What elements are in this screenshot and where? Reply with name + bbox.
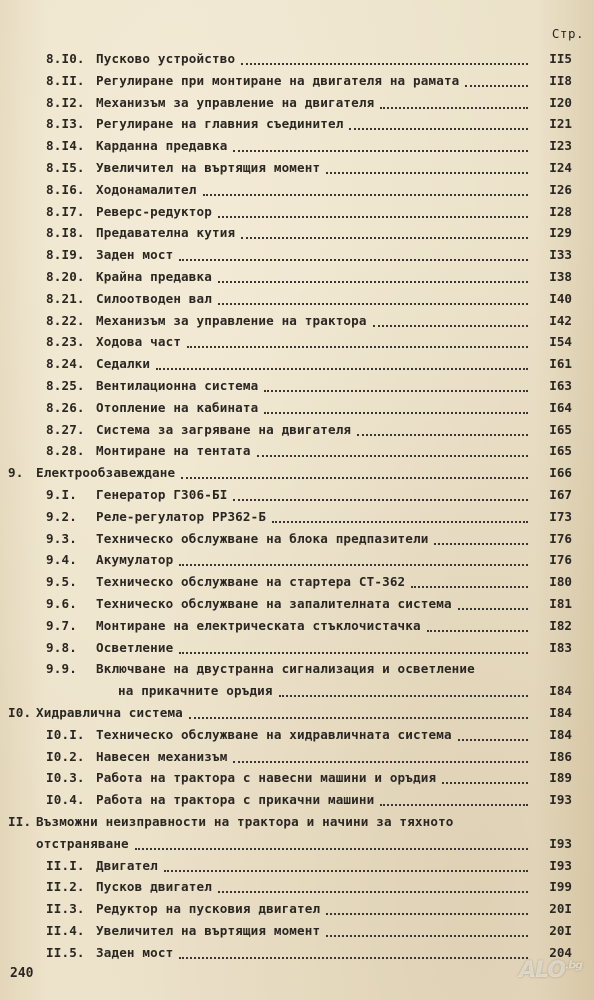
toc-entry-title: Техническо обслужване на запалителната система <box>96 596 452 611</box>
toc-entry-page: I83 <box>549 639 572 655</box>
watermark-text: ALO <box>519 958 566 983</box>
toc-entry-page: I66 <box>549 465 572 481</box>
leader-dots <box>411 584 528 588</box>
toc-entry-number: II.3. <box>46 901 85 917</box>
toc-entry-number: 8.I6. <box>46 181 85 197</box>
leader-dots <box>233 759 528 763</box>
toc-entry-number: 8.I2. <box>46 94 85 110</box>
toc-entry-title-continued: на прикачните оръдия <box>118 683 273 699</box>
toc-entry-title: Механизъм за управление на трактора <box>96 312 367 328</box>
toc-entry-number: 9.9. <box>46 661 77 677</box>
leader-dots <box>380 802 528 806</box>
leader-dots <box>181 475 528 479</box>
toc-entry-page: I63 <box>549 378 572 393</box>
toc-entry-title: Реле-регулатор РР362-Б <box>96 508 267 524</box>
toc-entry-page: I93 <box>549 835 572 851</box>
toc-entry-title: Акумулатор <box>96 552 174 568</box>
toc-entry-title: Механизъм за управление на двигателя <box>96 94 375 110</box>
toc-entry-title: Пусков двигател <box>96 879 212 895</box>
toc-entry-title: Силоотводен вал <box>96 290 212 306</box>
leader-dots <box>458 737 528 741</box>
toc-entry-page: I81 <box>549 596 572 611</box>
page-number: 240 <box>10 966 34 981</box>
toc-entry-page: I61 <box>549 356 572 372</box>
toc-entry-title: Работа на трактора с прикачни машини <box>96 792 375 808</box>
toc-entry-number: I0.I. <box>46 726 85 742</box>
toc-entry-title: Крайна предавка <box>96 269 212 284</box>
toc-entry-number: 8.II. <box>46 72 85 88</box>
toc-entry-page: I80 <box>549 574 572 590</box>
leader-dots <box>326 911 528 915</box>
toc-entry-title: Седалки <box>96 356 151 372</box>
toc-entry-number: 8.I0. <box>46 51 85 66</box>
toc-entry-number: 8.24. <box>46 356 85 372</box>
leader-dots <box>179 650 528 654</box>
toc-entry-number: 8.25. <box>46 378 85 393</box>
leader-dots <box>135 846 528 850</box>
leader-dots <box>349 126 528 130</box>
leader-dots <box>326 933 528 937</box>
toc-entry-page: I99 <box>549 879 572 895</box>
toc-entry-page: II8 <box>549 72 572 88</box>
toc-entry-title: Генератор ГЗ06-БІ <box>96 487 228 502</box>
toc-entry-number: 9.2. <box>46 508 77 524</box>
leader-dots <box>218 889 528 893</box>
toc-entry-number: 9. <box>8 465 24 481</box>
leader-dots <box>233 497 528 501</box>
leader-dots <box>272 519 528 523</box>
toc-entry-title: Отопление на кабината <box>96 399 259 415</box>
toc-entry-page: I33 <box>549 247 572 263</box>
toc-entry-title: Възможни неизправности на трактора и начини за тяхното <box>36 814 454 829</box>
leader-dots <box>434 541 528 545</box>
toc-entry-number: 8.28. <box>46 443 85 459</box>
toc-entry-page: I76 <box>549 552 572 568</box>
toc-entry-title: Двигател <box>96 857 158 873</box>
toc-entry-page: I42 <box>549 312 572 328</box>
toc-entry-number: 8.27. <box>46 421 85 437</box>
toc-entry-title: Предавателна кутия <box>96 225 236 241</box>
toc-entry-title: Монтиране на тентата <box>96 443 251 459</box>
leader-dots <box>427 628 528 632</box>
toc-entry-title-continued: отстраняване <box>36 835 129 851</box>
toc-entry-page: I76 <box>549 530 572 546</box>
watermark-logo <box>519 958 582 983</box>
toc-entry-number: 9.3. <box>46 530 77 546</box>
toc-entry-title: Карданна предавка <box>96 138 228 154</box>
toc-entry-number: I0.4. <box>46 792 85 808</box>
leader-dots <box>326 170 528 174</box>
toc-entry-title: Техническо обслужване на стартера СТ-362 <box>96 574 406 590</box>
toc-entry-page: 20I <box>549 901 572 917</box>
toc-entry-page: I89 <box>549 770 572 786</box>
leader-dots <box>458 606 528 610</box>
toc-entry-title: Вентилационна система <box>96 378 259 393</box>
toc-entry-page: I64 <box>549 399 572 415</box>
leader-dots <box>264 388 528 392</box>
toc-entry-page: I84 <box>549 705 572 720</box>
leader-dots <box>357 432 528 436</box>
toc-entry-page: I84 <box>549 726 572 742</box>
toc-entry-number: 8.I4. <box>46 138 85 154</box>
toc-entry-page: I38 <box>549 269 572 284</box>
toc-entry-number: II.I. <box>46 857 85 873</box>
toc-entry-number: 8.I5. <box>46 160 85 175</box>
toc-entry-title: Система за загряване на двигателя <box>96 421 352 437</box>
toc-entry-title: Работа на трактора с навесни машини и оръдия <box>96 770 437 786</box>
leader-dots <box>233 148 528 152</box>
toc-entry-title: Заден мост <box>96 944 174 960</box>
toc-entry-title: Техническо обслужване на блока предпазители <box>96 530 429 546</box>
leader-dots <box>203 192 528 196</box>
leader-dots <box>257 453 528 457</box>
toc-entry-title: Реверс-редуктор <box>96 203 212 219</box>
toc-entry-page: I84 <box>549 683 572 699</box>
toc-entry-number: II.5. <box>46 944 85 960</box>
toc-entry-number: 9.I. <box>46 487 77 502</box>
toc-entry-number: I0. <box>8 705 32 720</box>
watermark-suffix: .bg <box>565 958 582 972</box>
leader-dots <box>465 83 528 87</box>
leader-dots <box>373 323 528 327</box>
toc-entry-page: I67 <box>549 487 572 502</box>
toc-entry-number: 8.I3. <box>46 116 85 132</box>
toc-entry-title: Ходонамалител <box>96 181 197 197</box>
toc-entry-number: II.4. <box>46 923 85 938</box>
toc-entry-title: Навесен механизъм <box>96 748 228 764</box>
toc-entry-page: II5 <box>549 51 572 66</box>
leader-dots <box>189 715 528 719</box>
toc-entry-page: I28 <box>549 203 572 219</box>
toc-entry-number: 9.4. <box>46 552 77 568</box>
toc-entry-title: Пусково устройство <box>96 51 236 66</box>
toc-entry-number: 9.8. <box>46 639 77 655</box>
toc-entry-page: I82 <box>549 617 572 633</box>
toc-entry-page: I73 <box>549 508 572 524</box>
toc-entry-title: Ходова част <box>96 334 182 350</box>
leader-dots <box>179 562 528 566</box>
toc-entry-title: Увеличител на въртящия момент <box>96 923 321 938</box>
toc-entry-page: I26 <box>549 181 572 197</box>
toc-entry-number: 8.I8. <box>46 225 85 241</box>
leader-dots <box>179 257 528 261</box>
toc-entry-page: I65 <box>549 421 572 437</box>
toc-entry-number: 8.20. <box>46 269 85 284</box>
leader-dots <box>187 344 528 348</box>
toc-entry-page: 204 <box>549 944 572 960</box>
toc-entry-title: Хидравлична система <box>36 705 183 720</box>
leader-dots <box>241 61 528 65</box>
leader-dots <box>164 868 528 872</box>
toc-entry-number: 9.5. <box>46 574 77 590</box>
toc-entry-page: I29 <box>549 225 572 241</box>
toc-entry-page: I54 <box>549 334 572 350</box>
toc-entry-page: I40 <box>549 290 572 306</box>
toc-entry-title: Регулиране на главния съединител <box>96 116 344 132</box>
toc-entry-number: 8.22. <box>46 312 85 328</box>
toc-entry-number: II.2. <box>46 879 85 895</box>
leader-dots <box>156 366 528 370</box>
toc-entry-title: Регулиране при монтиране на двигателя на рамата <box>96 72 460 88</box>
toc-entry-page: I86 <box>549 748 572 764</box>
toc-entry-page: I24 <box>549 160 572 175</box>
leader-dots <box>218 301 528 305</box>
toc-entry-number: 8.26. <box>46 399 85 415</box>
toc-entry-number: II. <box>8 814 32 829</box>
leader-dots <box>218 279 528 283</box>
page-column-header: Стр. <box>551 26 584 41</box>
toc-entry-number: 9.6. <box>46 596 77 611</box>
toc-entry-number: 8.I7. <box>46 203 85 219</box>
toc-entry-page: I20 <box>549 94 572 110</box>
toc-entry-number: I0.3. <box>46 770 85 786</box>
leader-dots <box>380 105 528 109</box>
toc-entry-page: I23 <box>549 138 572 154</box>
toc-entry-number: 8.I9. <box>46 247 85 263</box>
toc-entry-title: Техническо обслужване на хидравличната система <box>96 726 452 742</box>
toc-entry-title: Електрообзавеждане <box>36 465 176 481</box>
toc-entry-page: 20I <box>549 923 572 938</box>
toc-entry-title: Включване на двустранна сигнализация и осветление <box>96 661 475 677</box>
leader-dots <box>241 235 528 239</box>
leader-dots <box>218 214 528 218</box>
toc-entry-title: Заден мост <box>96 247 174 263</box>
leader-dots <box>179 955 528 959</box>
toc-entry-title: Осветление <box>96 639 174 655</box>
toc-entry-number: 9.7. <box>46 617 77 633</box>
toc-entry-title: Увеличител на въртящия момент <box>96 160 321 175</box>
leader-dots <box>279 693 528 697</box>
toc-entry-number: 8.21. <box>46 290 85 306</box>
leader-dots <box>442 780 528 784</box>
toc-entry-page: I93 <box>549 792 572 808</box>
toc-entry-title: Редуктор на пусковия двигател <box>96 901 321 917</box>
toc-entry-number: I0.2. <box>46 748 85 764</box>
toc-entry-title: Монтиране на електрическата стъклочистачка <box>96 617 421 633</box>
toc-entry-page: I93 <box>549 857 572 873</box>
leader-dots <box>264 410 528 414</box>
toc-entry-number: 8.23. <box>46 334 85 350</box>
toc-entry-page: I65 <box>549 443 572 459</box>
toc-entry-page: I21 <box>549 116 572 132</box>
